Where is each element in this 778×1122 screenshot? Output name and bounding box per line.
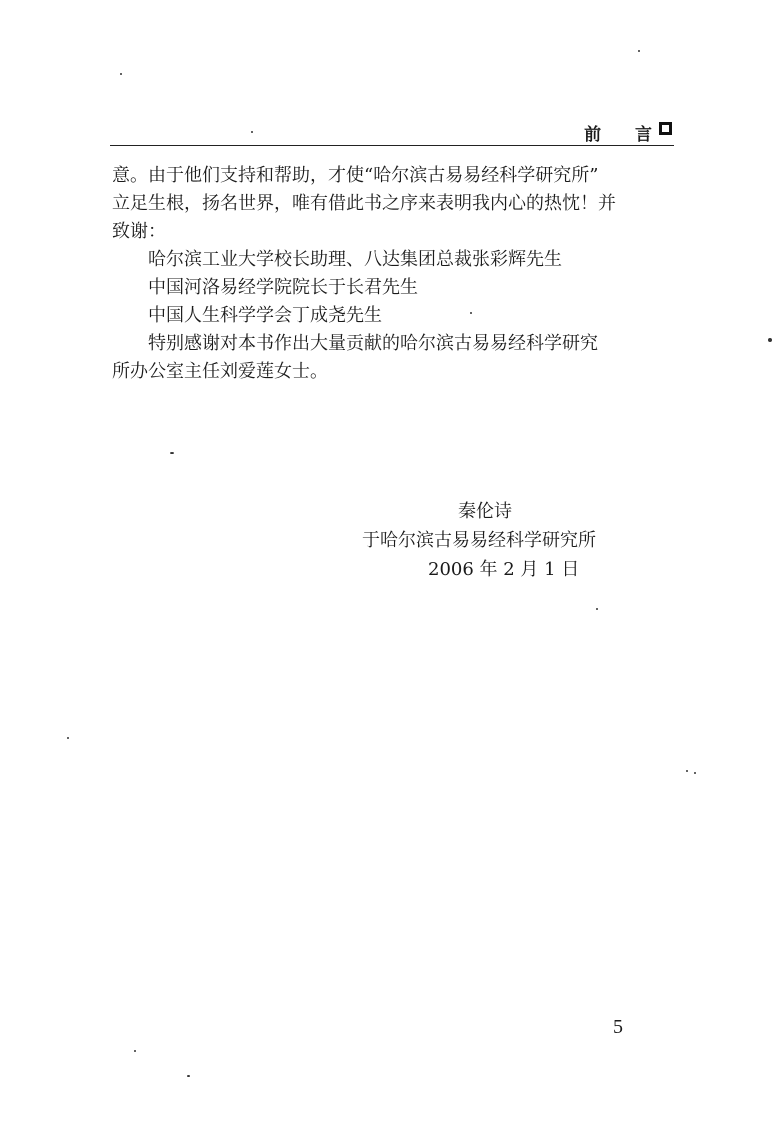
square-bullet-icon <box>659 122 672 135</box>
paragraph-continued <box>112 162 674 246</box>
signature-place: 于哈尔滨古易易经科学研究所 <box>362 530 596 551</box>
scan-speck <box>768 338 772 342</box>
scan-speck <box>187 1075 190 1077</box>
scan-speck <box>170 452 174 454</box>
page-number: 5 <box>613 1016 623 1038</box>
text-line: 特别感谢对本书作出大量贡献的哈尔滨古易易经科学研究 <box>148 333 598 354</box>
acknowledgement-line: 中国人生科学学会丁成尧先生 <box>148 305 382 326</box>
text-line: 致谢： <box>112 221 166 242</box>
running-header-title: 前 言 <box>584 125 652 145</box>
scan-speck <box>694 772 696 774</box>
running-header <box>110 118 674 144</box>
author-name: 秦伦诗 <box>458 501 512 522</box>
body-text <box>112 162 674 386</box>
scan-speck <box>67 737 69 739</box>
text-line: 所办公室主任刘爱莲女士。 <box>112 361 328 382</box>
text-line: 意。由于他们支持和帮助，才使“哈尔滨古易易经科学研究所” <box>112 165 599 186</box>
scan-speck <box>596 608 598 610</box>
scan-speck <box>638 50 640 52</box>
signature-date: 2006 年 2 月 1 日 <box>428 559 580 580</box>
scan-speck <box>134 1050 136 1052</box>
text-line: 立足生根，扬名世界，唯有借此书之序来表明我内心的热忱！并 <box>112 193 616 214</box>
acknowledgement-line: 中国河洛易经学院院长于长君先生 <box>148 277 418 298</box>
acknowledgement-line: 哈尔滨工业大学校长助理、八达集团总裁张彩辉先生 <box>148 249 562 270</box>
scan-speck <box>686 770 688 772</box>
scan-speck <box>120 73 122 75</box>
paragraph-special-thanks <box>112 330 674 386</box>
header-divider <box>110 145 674 146</box>
